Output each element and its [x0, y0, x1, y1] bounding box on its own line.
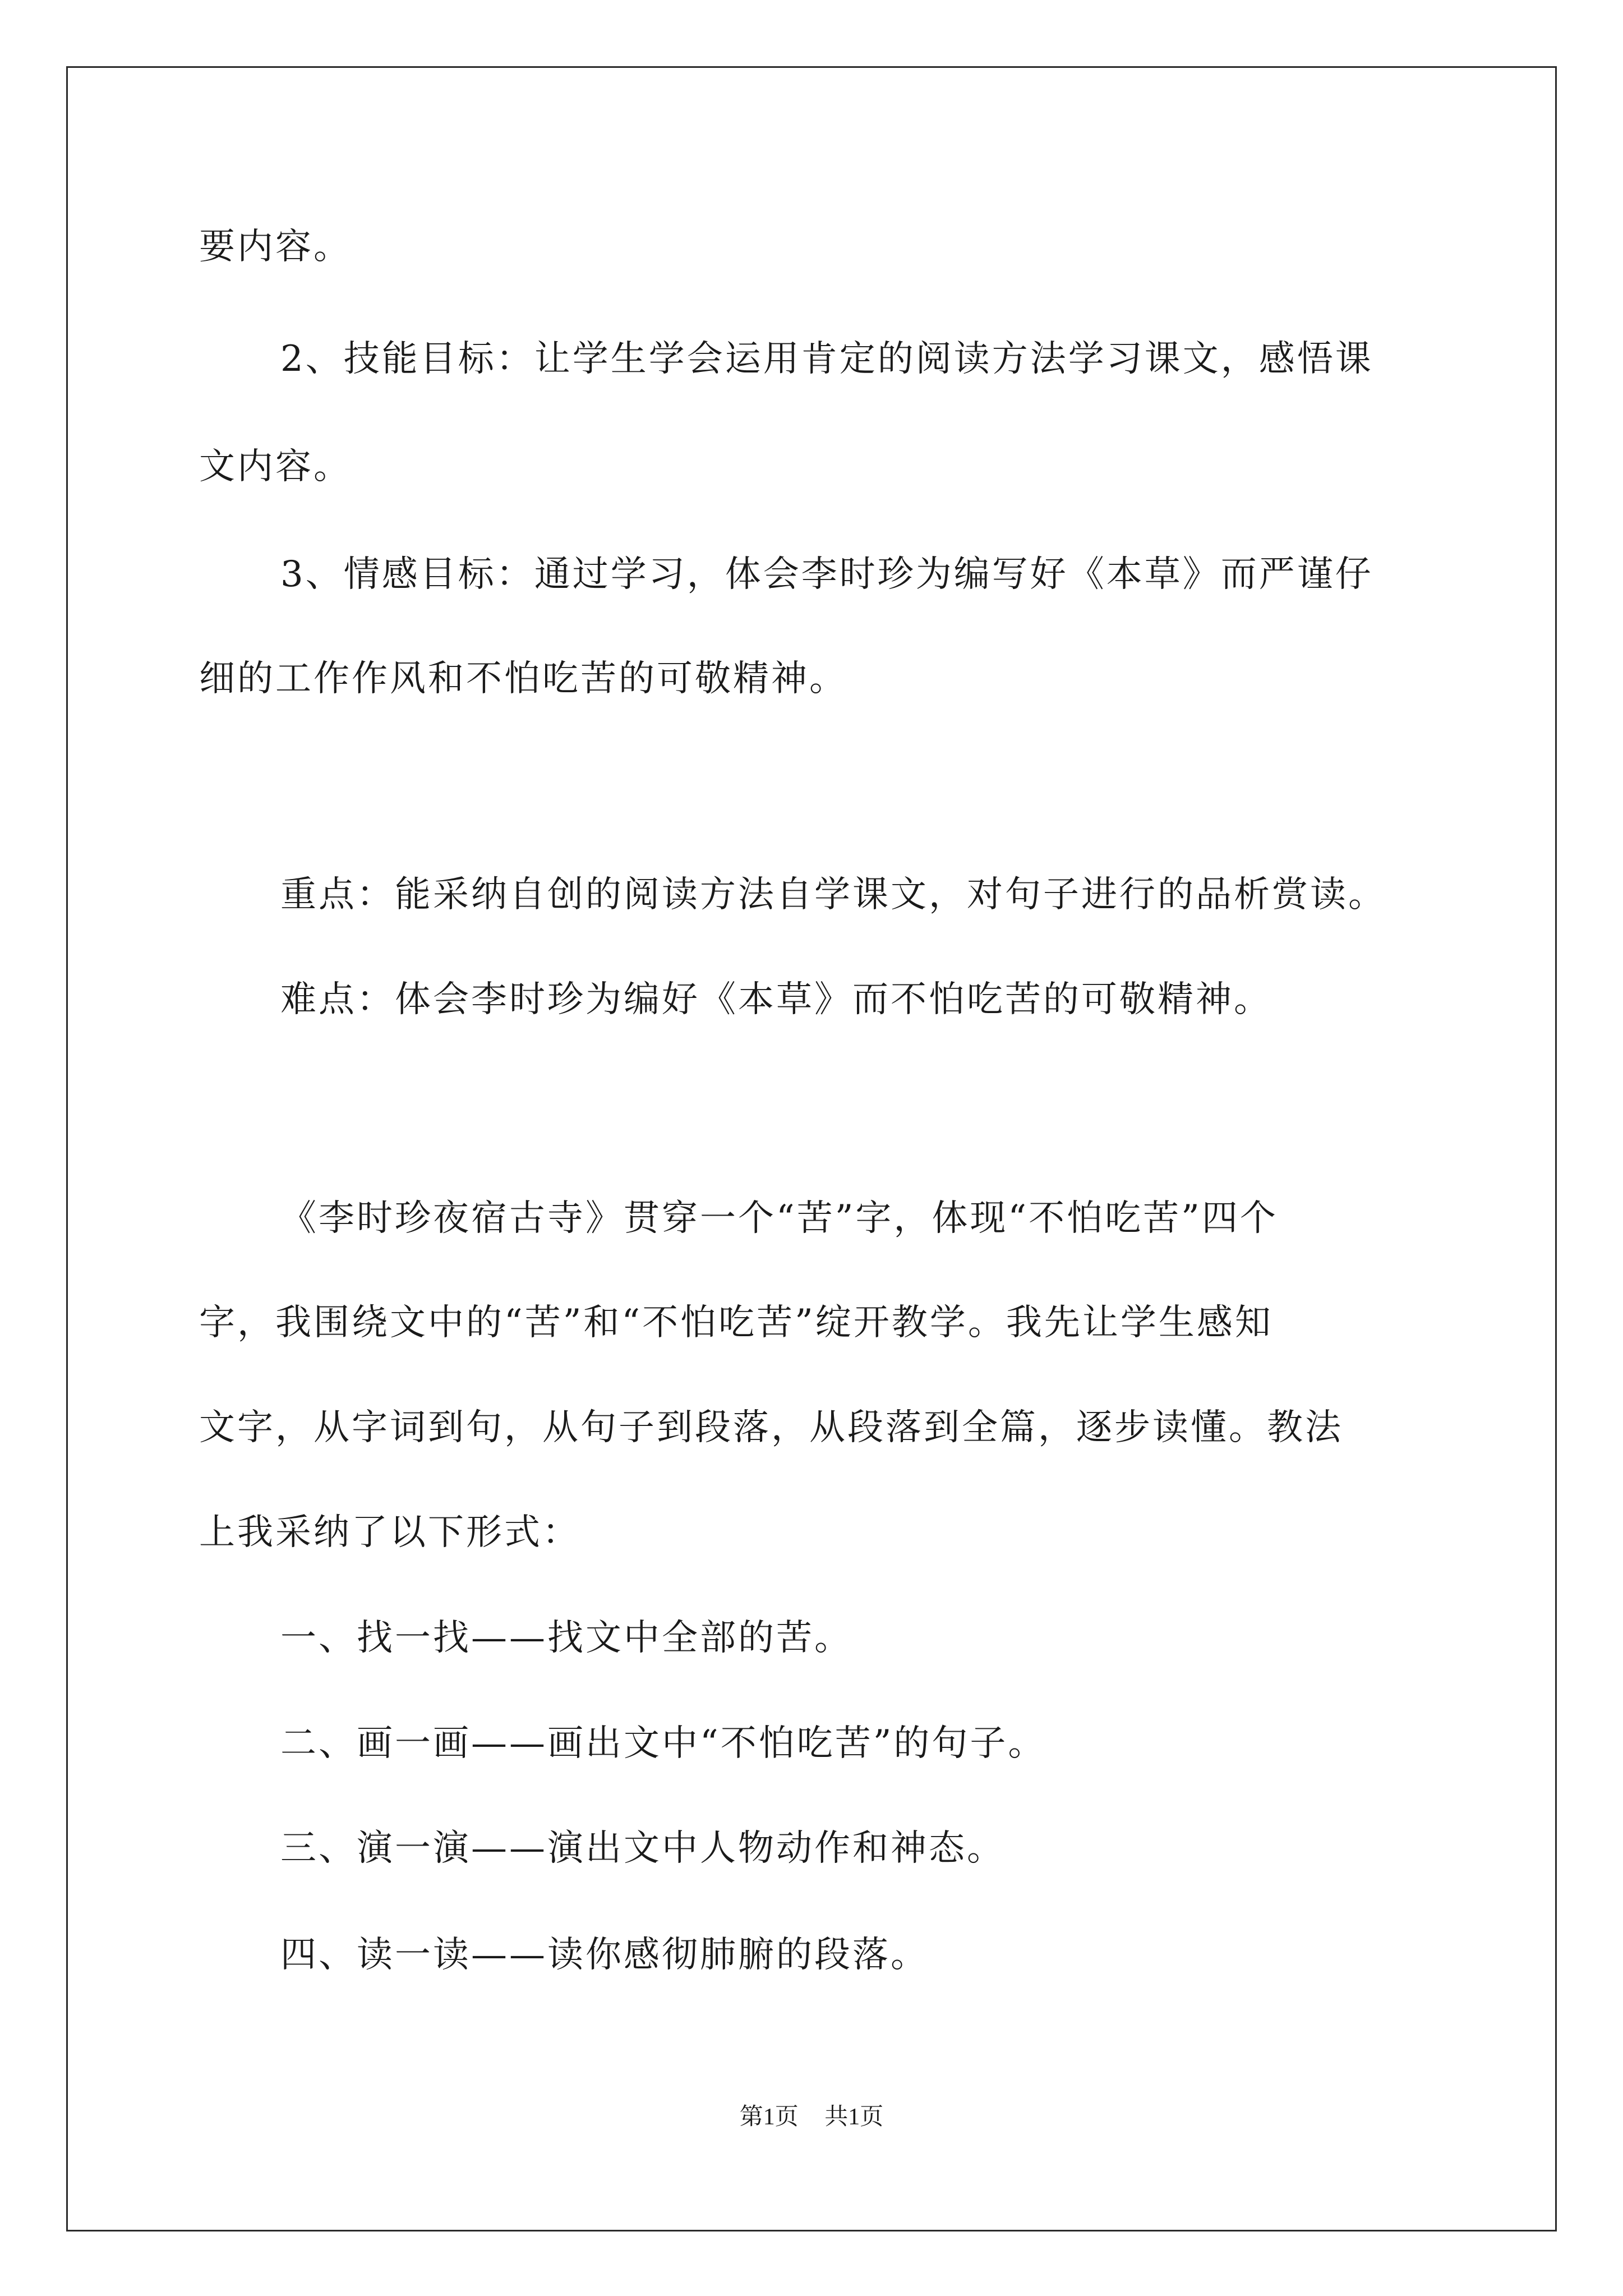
page-total: 共1页 [824, 2104, 884, 2130]
body-line: 要内容。 [199, 226, 352, 268]
body-line: 文字，从字词到句，从句子到段落，从段落到全篇，逐步读懂。教法 [199, 1407, 1343, 1448]
body-line: 字，我围绕文中的“苦”和“不怕吃苦”绽开教学。我先让学生感知 [199, 1302, 1273, 1343]
page-footer [0, 2102, 1623, 2132]
body-line: 2、技能目标：让学生学会运用肯定的阅读方法学习课文，感悟课 [280, 338, 1373, 380]
list-item: 三、演一演——演出文中人物动作和神态。 [280, 1828, 1005, 1869]
body-line: 细的工作作风和不怕吃苦的可敬精神。 [199, 658, 847, 700]
list-item: 一、找一找——找文中全部的苦。 [280, 1617, 852, 1659]
body-line: 重点：能采纳自创的阅读方法自学课文，对句子进行的品析赏读。 [280, 874, 1386, 915]
page-border [66, 66, 1557, 2231]
list-item: 四、读一读——读你感彻肺腑的段落。 [280, 1934, 929, 1976]
body-line: 文内容。 [199, 446, 352, 487]
body-line: 难点：体会李时珍为编好《本草》而不怕吃苦的可敬精神。 [280, 979, 1272, 1020]
page-number: 第1页 [739, 2104, 799, 2130]
list-item: 二、画一画——画出文中“不怕吃苦”的句子。 [280, 1723, 1046, 1764]
body-line: 上我采纳了以下形式： [199, 1512, 580, 1553]
body-line: 3、情感目标：通过学习，体会李时珍为编写好《本草》而严谨仔 [280, 554, 1373, 595]
body-line: 《李时珍夜宿古寺》贯穿一个“苦”字，体现“不怕吃苦”四个 [280, 1198, 1278, 1239]
